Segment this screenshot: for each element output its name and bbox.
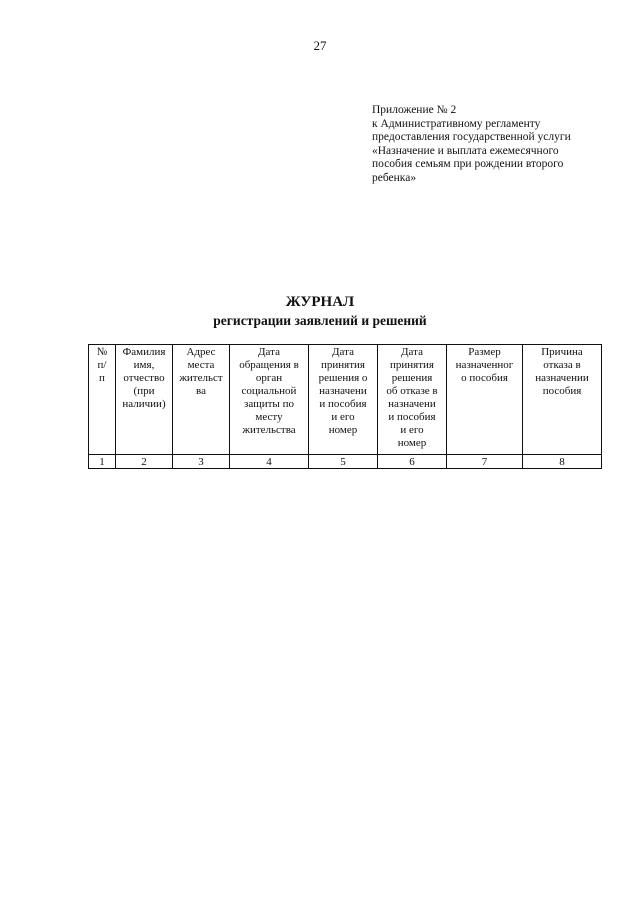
page-number: 27: [313, 38, 327, 53]
table-header-cell: [116, 345, 173, 455]
table-header-cell: [89, 345, 116, 455]
table-row-column-numbers: [89, 455, 602, 469]
column-number-cell: 1: [89, 455, 116, 469]
column-number-cell: 5: [309, 455, 378, 469]
journal-title: ЖУРНАЛ: [285, 294, 355, 310]
header-line: отказа в: [543, 359, 581, 371]
header-line: Адрес: [186, 346, 216, 358]
appendix-line: предоставления государственной услуги: [372, 131, 571, 143]
header-line: об отказе в: [386, 385, 438, 397]
header-line: наличии): [122, 398, 166, 410]
header-line: решения: [391, 372, 433, 384]
header-line: Фамилия: [122, 346, 166, 358]
table-header-cell: [230, 345, 309, 455]
header-line: назначенног: [455, 359, 514, 371]
table-header-cell: [173, 345, 230, 455]
column-number-cell: 6: [378, 455, 447, 469]
journal-subtitle: регистрации заявлений и решений: [213, 313, 427, 328]
header-line: отчество: [123, 372, 165, 384]
header-line: и его: [400, 424, 424, 436]
table-header-cell: [378, 345, 447, 455]
header-line: о пособия: [461, 372, 508, 384]
header-line: назначении: [535, 372, 589, 384]
header-line: пособия: [542, 385, 582, 397]
header-line: номер: [328, 424, 358, 436]
table-header-cell: [309, 345, 378, 455]
header-line: принятия: [321, 359, 365, 371]
header-line: назначени: [319, 385, 367, 397]
appendix-line: ребенка»: [372, 171, 417, 184]
header-line: Дата: [332, 346, 354, 358]
appendix-line: «Назначение и выплата ежемесячного: [372, 144, 559, 157]
header-line: принятия: [390, 359, 434, 371]
header-line: Дата: [401, 346, 423, 358]
header-line: №: [96, 346, 108, 358]
column-number-cell: 8: [523, 455, 602, 469]
table-header-cell: [523, 345, 602, 455]
header-line: социальной: [241, 385, 297, 397]
header-line: решения о: [318, 372, 368, 384]
header-line: п/: [97, 359, 107, 371]
header-line: жительства: [242, 424, 296, 436]
header-line: ва: [196, 385, 206, 397]
appendix-note: [372, 104, 622, 185]
header-line: назначени: [388, 398, 436, 410]
header-line: места: [187, 359, 215, 371]
header-line: обращения в: [239, 359, 299, 371]
header-line: месту: [255, 411, 283, 423]
column-number-cell: 3: [173, 455, 230, 469]
column-number-cell: 2: [116, 455, 173, 469]
header-line: Размер: [468, 346, 501, 358]
header-line: Дата: [258, 346, 280, 358]
header-line: защиты по: [244, 398, 294, 410]
table-header-row: [89, 345, 602, 455]
header-line: жительст: [179, 372, 223, 384]
header-line: имя,: [133, 359, 155, 371]
header-line: и пособия: [388, 411, 436, 423]
column-number-cell: 7: [447, 455, 523, 469]
appendix-line: к Административному регламенту: [372, 117, 541, 130]
column-number-cell: 4: [230, 455, 309, 469]
header-line: номер: [397, 437, 427, 449]
header-line: орган: [255, 372, 283, 384]
appendix-line: пособия семьям при рождении второго: [372, 158, 564, 170]
header-line: и его: [331, 411, 355, 423]
table-header-cell: [447, 345, 523, 455]
registration-journal-table: [88, 344, 602, 469]
header-line: (при: [133, 385, 155, 397]
header-line: Причина: [541, 346, 583, 358]
header-line: п: [99, 372, 105, 384]
appendix-line: Приложение № 2: [372, 104, 457, 116]
header-line: и пособия: [319, 398, 367, 410]
